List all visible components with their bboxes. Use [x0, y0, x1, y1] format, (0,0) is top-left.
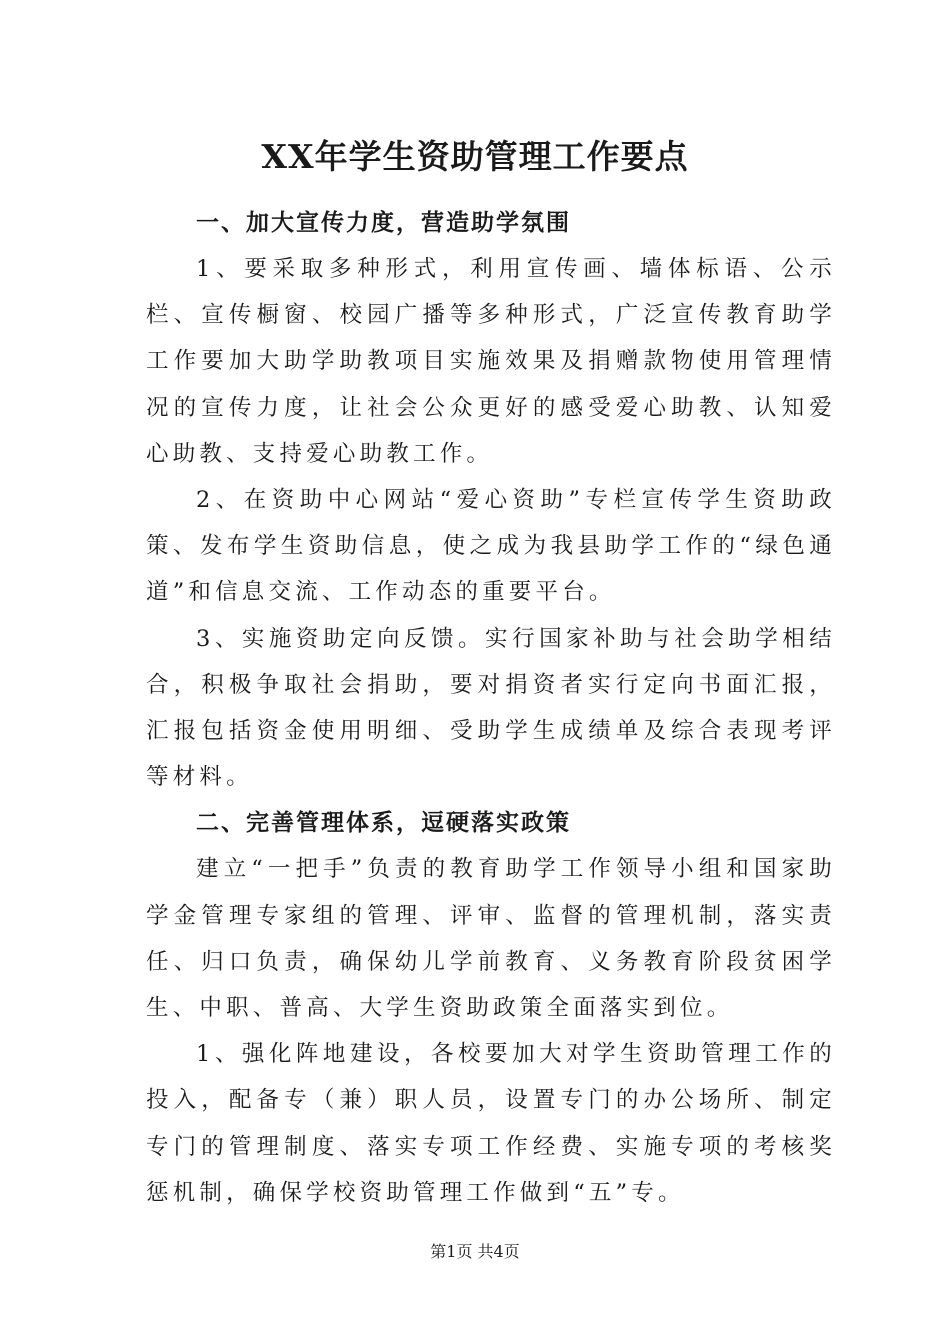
- section-heading: 一、加大宣传力度，营造助学氛围: [196, 210, 571, 236]
- paragraph: 2、在资助中心网站“爱心资助”专栏宣传学生资助政策、发布学生资助信息，使之成为我县助学工作的“绿色通道”和信息交流、工作动态的重要平台。: [146, 487, 836, 606]
- document-title: XX年学生资助管理工作要点: [261, 137, 689, 176]
- page-number-footer: 第1页 共4页: [430, 1242, 520, 1261]
- paragraph: 1、强化阵地建设，各校要加大对学生资助管理工作的投入，配备专（兼）职人员，设置专门的办公场所、制定专门的管理制度、落实专项工作经费、实施专项的考核奖惩机制，确保学校资助管理工作做到“五”专。: [146, 1041, 836, 1206]
- section-heading: 二、完善管理体系，逗硬落实政策: [196, 810, 571, 837]
- paragraph: 3、实施资助定向反馈。实行国家补助与社会助学相结合，积极争取社会捐助，要对捐资者实行定向书面汇报，汇报包括资金使用明细、受助学生成绩单及综合表现考评等材料。: [146, 625, 836, 791]
- paragraph: 建立“一把手”负责的教育助学工作领导小组和国家助学金管理专家组的管理、评审、监督的管理机制，落实责任、归口负责，确保幼儿学前教育、义务教育阶段贫困学生、中职、普高、大学生资助政策全面落实到位。: [146, 856, 836, 1022]
- section-1: [146, 200, 836, 800]
- document-body: [146, 200, 836, 1216]
- section-2: [146, 800, 836, 1216]
- paragraph: 1、要采取多种形式，利用宣传画、墙体标语、公示栏、宣传橱窗、校园广播等多种形式，广泛宣传教育助学工作要加大助学助教项目实施效果及捐赠款物使用管理情况的宣传力度，让社会公众更好的感受爱心助教、认知爱心助教、支持爱心助教工作。: [146, 256, 836, 467]
